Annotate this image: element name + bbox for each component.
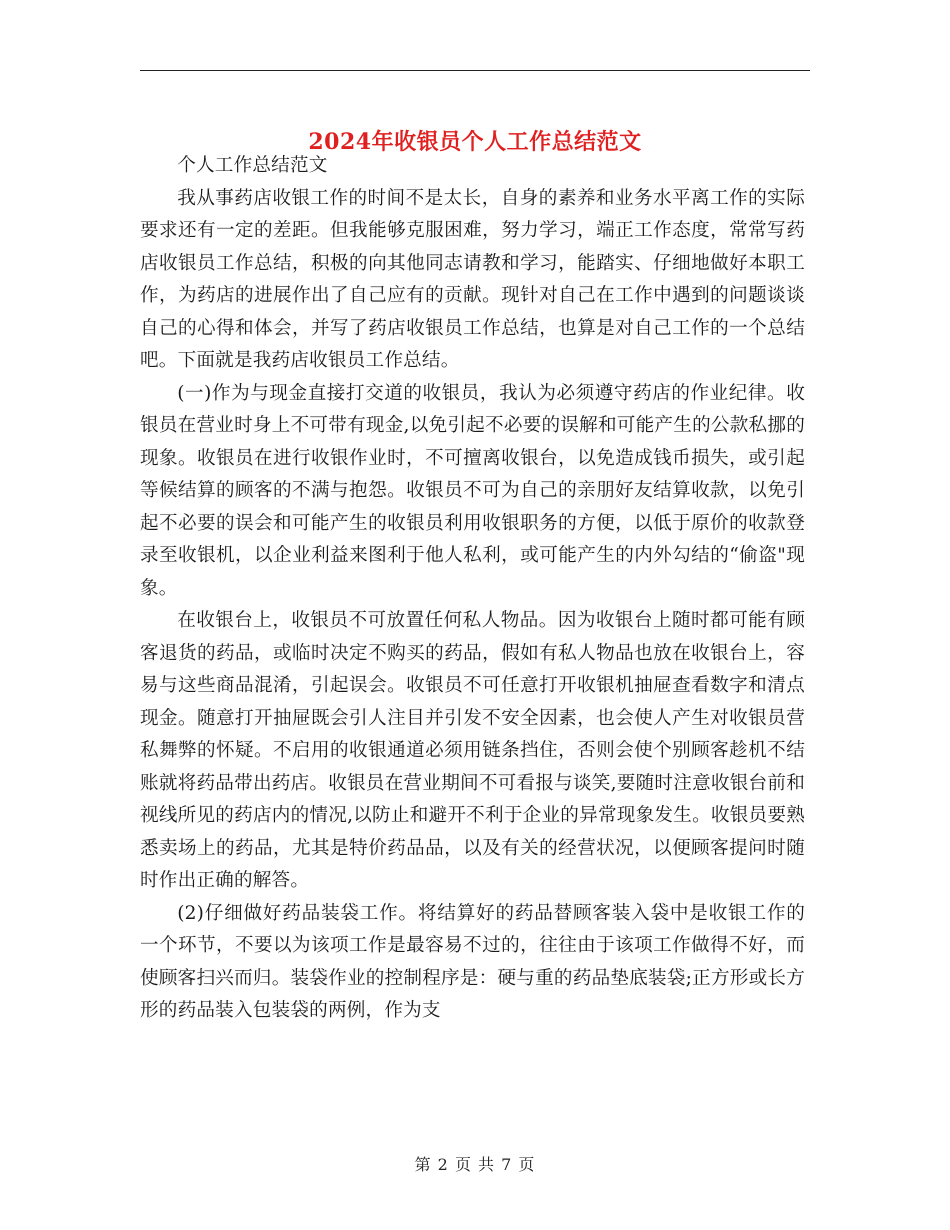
paragraph-section-1: (一)作为与现金直接打交道的收银员，我认为必须遵守药店的作业纪律。收银员在营业时身上不可带有现金,以免引起不必要的误解和可能产生的公款私挪的现象。收银员在进行收银作业时，不可擅离收银台，以免造成钱币损失，或引起等候结算的顾客的不满与抱怨。收银员不可为自己的亲朋好友结算收款，以免引起不必要的误会和可能产生的收银员利用收银职务的方便，以低于原价的收款登录至收银机，以企业利益来图利于他人私利，或可能产生的内外勾结的“偷盗"现象。 (140, 382, 805, 599)
page-number-footer: 第 2 页 共 7 页 (414, 1155, 536, 1174)
document-title: 2024年收银员个人工作总结范文 (308, 128, 642, 155)
document-body (140, 150, 805, 1028)
paragraph-intro: 我从事药店收银工作的时间不是太长，自身的素养和业务水平离工作的实际要求还有一定的差距。但我能够克服困难，努力学习，端正工作态度，常常写药店收银员工作总结，积极的向其他同志请教和学习，能踏实、仔细地做好本职工作，为药店的进展作出了自己应有的贡献。现针对自己在工作中遇到的问题谈谈自己的心得和体会，并写了药店收银员工作总结，也算是对自己工作的一个总结吧。下面就是我药店收银员工作总结。 (140, 187, 805, 371)
paragraph-subtitle: 个人工作总结范文 (177, 155, 328, 176)
paragraph-section-2: (2)仔细做好药品装袋工作。将结算好的药品替顾客装入袋中是收银工作的一个环节，不要以为该项工作是最容易不过的，往往由于该项工作做得不好，而使顾客扫兴而归。装袋作业的控制程序是：硬与重的药品垫底装袋;正方形或长方形的药品装入包装袋的两例，作为支 (140, 902, 805, 1021)
header-rule (140, 70, 810, 71)
paragraph-counter-rules: 在收银台上，收银员不可放置任何私人物品。因为收银台上随时都可能有顾客退货的药品，或临时决定不购买的药品，假如有私人物品也放在收银台上，容易与这些商品混淆，引起误会。收银员不可任意打开收银机抽屉查看数字和清点现金。随意打开抽屉既会引人注目并引发不安全因素，也会使人产生对收银员营私舞弊的怀疑。不启用的收银通道必须用链条挡住，否则会使个别顾客趁机不结账就将药品带出药店。收银员在营业期间不可看报与谈笑,要随时注意收银台前和视线所见的药店内的情况,以防止和避开不利于企业的异常现象发生。收银员要熟悉卖场上的药品，尤其是特价药品品，以及有关的经营状况，以便顾客提问时随时作出正确的解答。 (140, 610, 805, 891)
